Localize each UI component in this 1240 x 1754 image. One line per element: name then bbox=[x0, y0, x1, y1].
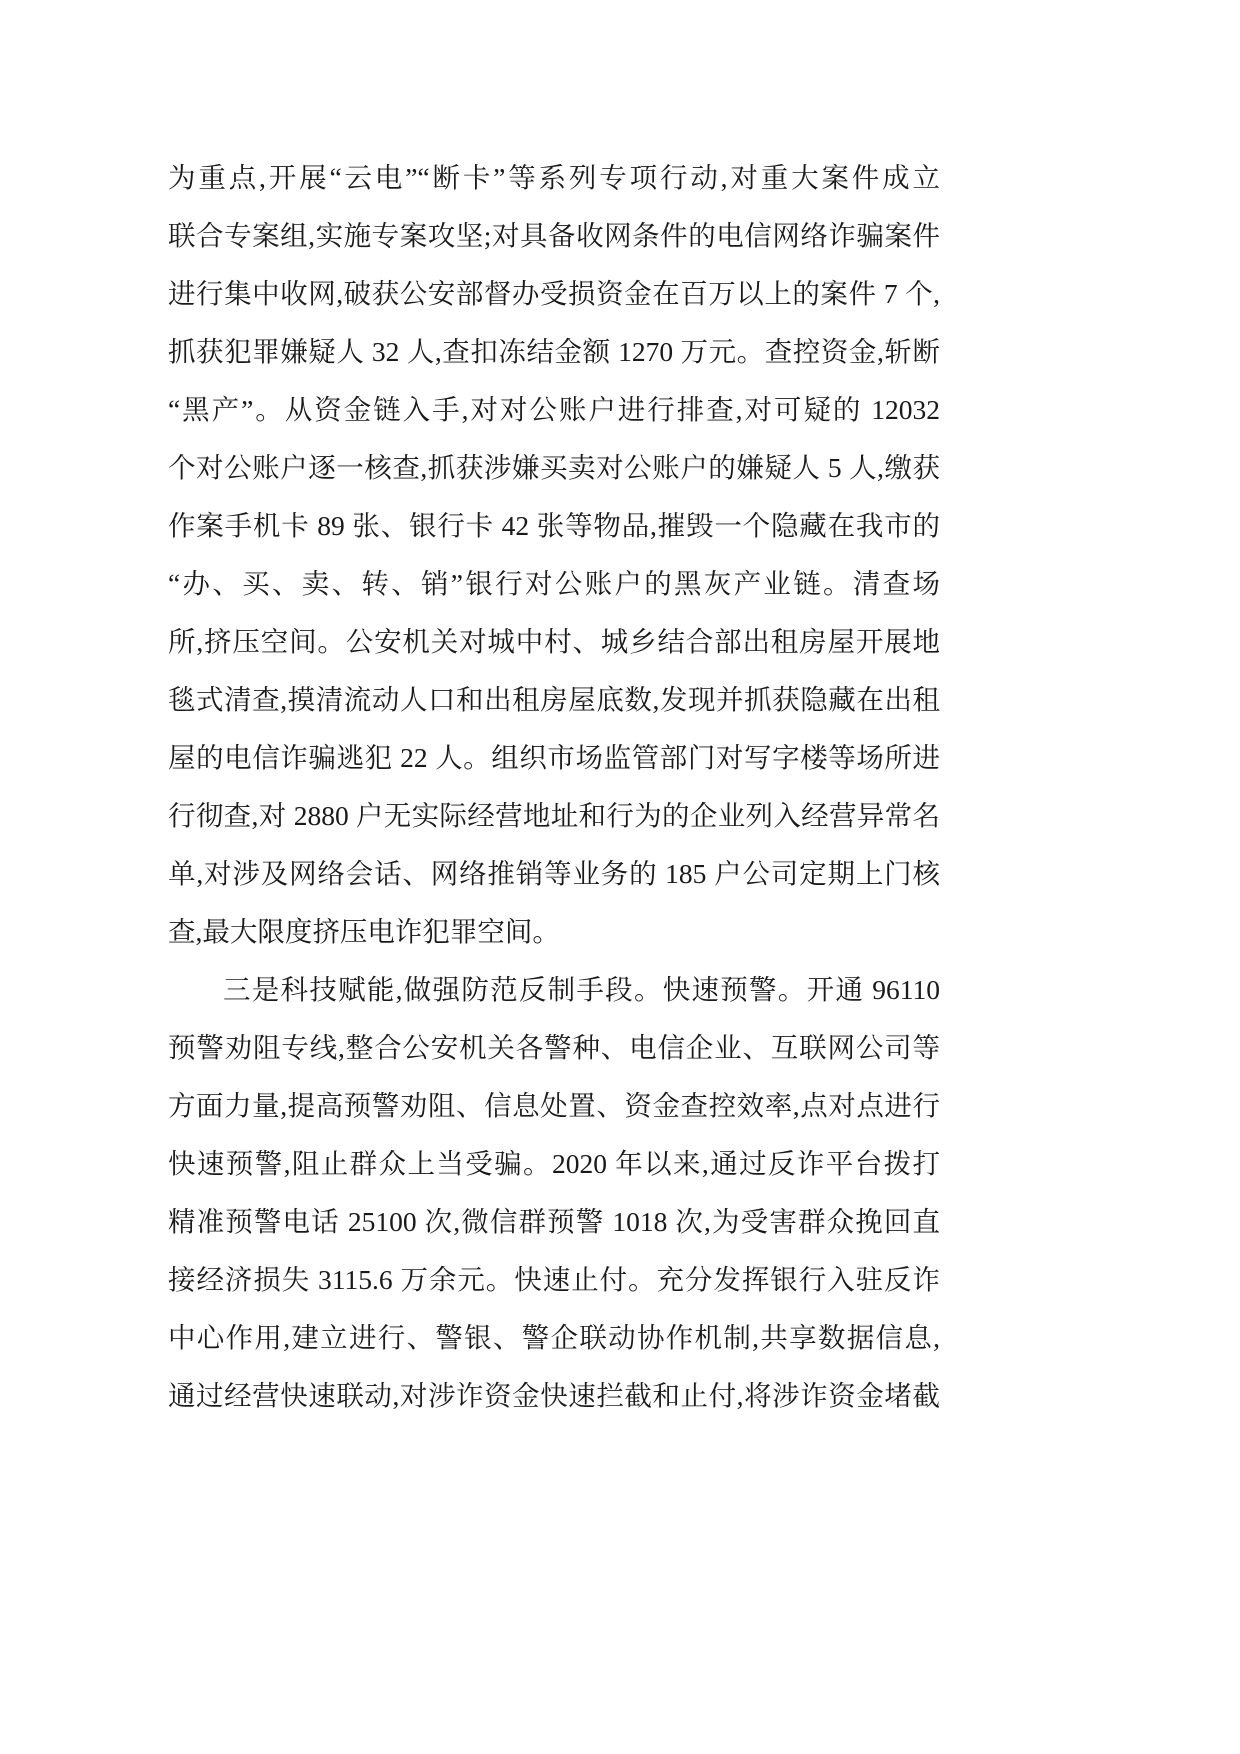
text-line: “黑产”。从资金链入手,对对公账户进行排查,对可疑的 12032 bbox=[168, 394, 940, 425]
text-line: 毯式清查,摸清流动人口和出租房屋底数,发现并抓获隐藏在出租 bbox=[168, 684, 940, 715]
text-line: 单,对涉及网络会话、网络推销等业务的 185 户公司定期上门核 bbox=[168, 858, 940, 889]
paragraph bbox=[168, 961, 940, 1425]
text-line: 联合专案组,实施专案攻坚;对具备收网条件的电信网络诈骗案件 bbox=[168, 220, 940, 251]
text-line: 进行集中收网,破获公安部督办受损资金在百万以上的案件 7 个, bbox=[168, 278, 940, 309]
text-line: 个对公账户逐一核查,抓获涉嫌买卖对公账户的嫌疑人 5 人,缴获 bbox=[168, 452, 940, 483]
text-line: 方面力量,提高预警劝阻、信息处置、资金查控效率,点对点进行 bbox=[168, 1090, 940, 1121]
text-line: 接经济损失 3115.6 万余元。快速止付。充分发挥银行入驻反诈 bbox=[168, 1264, 940, 1295]
text-line: 预警劝阻专线,整合公安机关各警种、电信企业、互联网公司等 bbox=[168, 1032, 940, 1063]
text-line: 精准预警电话 25100 次,微信群预警 1018 次,为受害群众挽回直 bbox=[168, 1206, 940, 1237]
text-line: 三是科技赋能,做强防范反制手段。快速预警。开通 96110 bbox=[223, 974, 940, 1005]
text-line: 查,最大限度挤压电诈犯罪空间。 bbox=[168, 916, 560, 947]
text-line: 作案手机卡 89 张、银行卡 42 张等物品,摧毁一个隐藏在我市的 bbox=[168, 510, 940, 541]
text-line: 快速预警,阻止群众上当受骗。2020 年以来,通过反诈平台拨打 bbox=[168, 1148, 940, 1179]
text-line: 屋的电信诈骗逃犯 22 人。组织市场监管部门对写字楼等场所进 bbox=[168, 742, 940, 773]
body-text bbox=[168, 149, 940, 1425]
text-line: 所,挤压空间。公安机关对城中村、城乡结合部出租房屋开展地 bbox=[168, 626, 940, 657]
text-line: 通过经营快速联动,对涉诈资金快速拦截和止付,将涉诈资金堵截 bbox=[168, 1380, 940, 1411]
text-line: 中心作用,建立进行、警银、警企联动协作机制,共享数据信息, bbox=[168, 1322, 940, 1353]
text-line: 为重点,开展“云电”“断卡”等系列专项行动,对重大案件成立 bbox=[168, 162, 940, 193]
text-line: “办、买、卖、转、销”银行对公账户的黑灰产业链。清查场 bbox=[168, 568, 940, 599]
text-line: 行彻查,对 2880 户无实际经营地址和行为的企业列入经营异常名 bbox=[168, 800, 940, 831]
paragraph bbox=[168, 149, 940, 961]
text-line: 抓获犯罪嫌疑人 32 人,查扣冻结金额 1270 万元。查控资金,斩断 bbox=[168, 336, 940, 367]
